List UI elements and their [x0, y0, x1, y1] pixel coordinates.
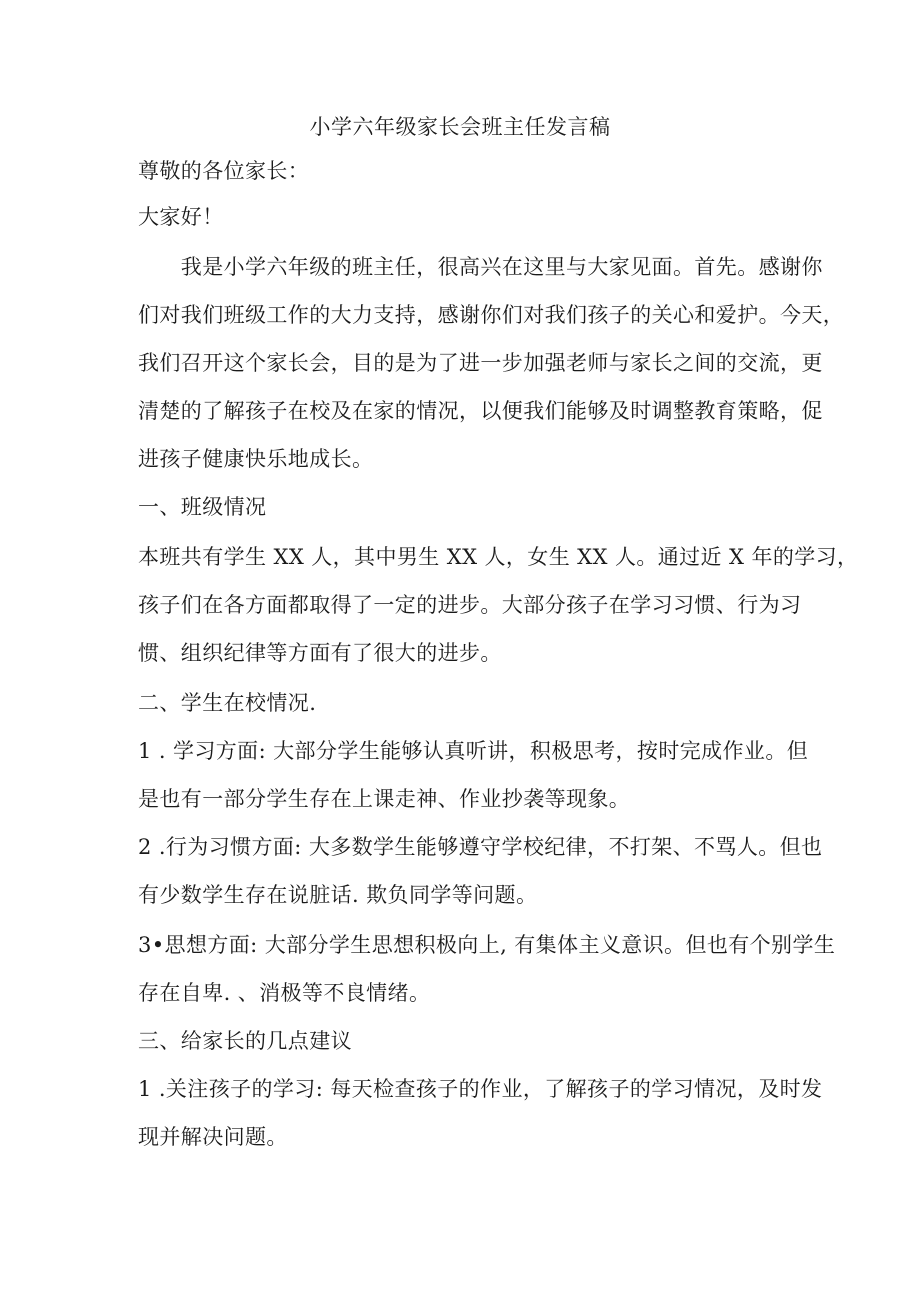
intro-paragraph-line: 们对我们班级工作的大力支持，感谢你们对我们孩子的关心和爱护。今天， — [138, 303, 845, 327]
section-heading-advice: 三、给家长的几点建议 — [138, 1029, 352, 1053]
class-paragraph-line: 惯、组织纪律等方面有了很大的进步。 — [138, 641, 502, 665]
greeting-line: 大家好！ — [138, 205, 224, 229]
intro-paragraph-line: 进孩子健康快乐地成长。 — [138, 447, 374, 471]
school-item-line: 有少数学生存在说脏话. 欺负同学等问题。 — [138, 883, 538, 907]
school-item-line: 1 . 学习方面: 大部分学生能够认真听讲，积极思考，按时完成作业。但 — [138, 739, 809, 763]
class-paragraph-line: 孩子们在各方面都取得了一定的进步。大部分孩子在学习习惯、行为习 — [138, 593, 802, 617]
section-heading-class: 一、班级情况 — [138, 495, 267, 519]
intro-paragraph-line: 我们召开这个家长会，目的是为了进一步加强老师与家长之间的交流，更 — [138, 351, 823, 375]
intro-paragraph-line: 我是小学六年级的班主任，很高兴在这里与大家见面。首先。感谢你 — [138, 255, 823, 279]
section-heading-school: 二、学生在校情况. — [138, 691, 317, 715]
school-item-line: 3•思想方面: 大部分学生思想积极向上, 有集体主义意识。但也有个别学生 — [138, 933, 836, 957]
document-title: 小学六年级家长会班主任发言稿 — [309, 115, 611, 139]
school-item-line: 存在自卑. 、消极等不良情绪。 — [138, 981, 431, 1005]
salutation-line: 尊敬的各位家长： — [138, 159, 310, 183]
advice-item-line: 现并解决问题。 — [138, 1125, 288, 1149]
intro-paragraph-line: 清楚的了解孩子在校及在家的情况，以便我们能够及时调整教育策略，促 — [138, 399, 823, 423]
advice-item-line: 1 .关注孩子的学习: 每天检查孩子的作业，了解孩子的学习情况，及时发 — [138, 1077, 823, 1101]
class-paragraph-line: 本班共有学生 XX 人，其中男生 XX 人，女生 XX 人。通过近 X 年的学习， — [138, 545, 859, 569]
school-item-line: 2 .行为习惯方面: 大多数学生能够遵守学校纪律，不打架、不骂人。但也 — [138, 835, 823, 859]
school-item-line: 是也有一部分学生存在上课走神、作业抄袭等现象。 — [138, 787, 631, 811]
